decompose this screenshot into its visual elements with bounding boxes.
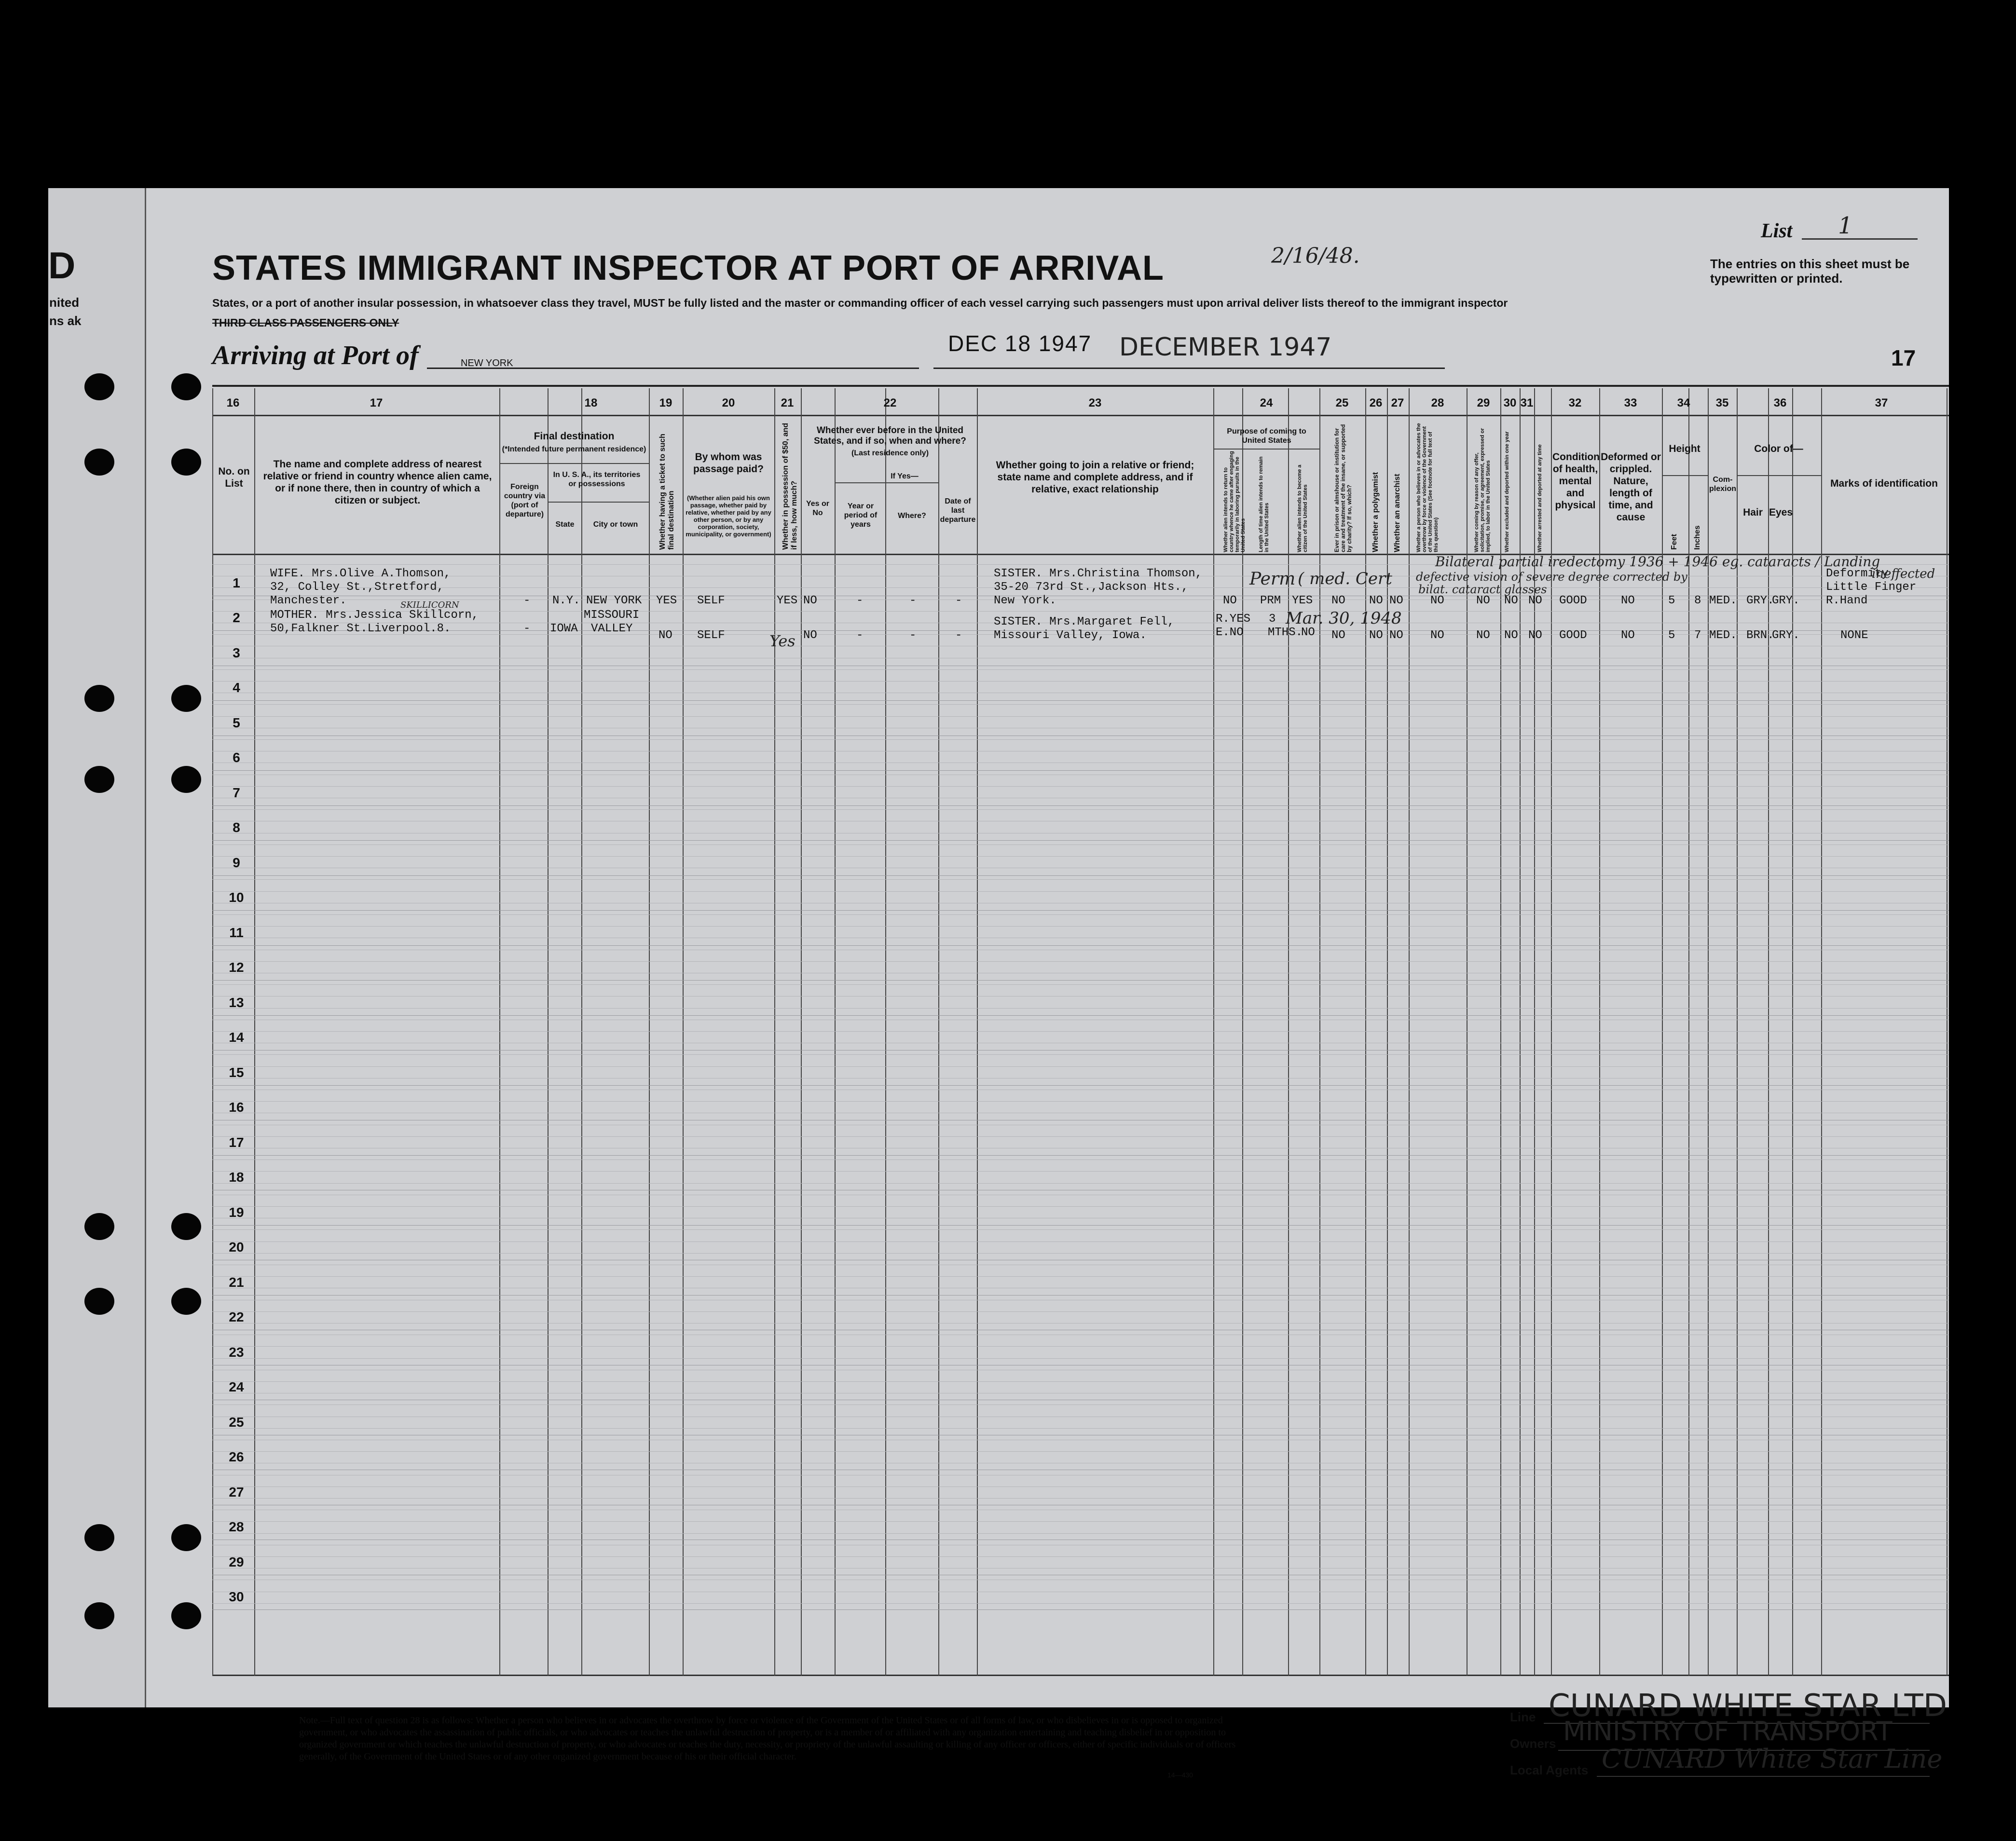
row1-q31: NO <box>1528 594 1542 607</box>
row-rule <box>212 1225 1949 1226</box>
interline <box>212 704 1949 705</box>
hdr-by-whom-note: (Whether alien paid his own passage, whether paid by relative, whether paid by any other person, or by any corporation, society, municipality, or government) <box>686 494 771 538</box>
row-number: 3 <box>233 645 240 660</box>
hdr-purpose: Purpose of coming to United States <box>1227 427 1306 445</box>
row2-city: VALLEY <box>591 622 633 635</box>
row-number: 17 <box>229 1134 244 1150</box>
row1-possession: YES <box>777 594 798 607</box>
interline <box>212 1136 1949 1137</box>
punch-hole <box>84 373 114 400</box>
row2-join-line2: Missouri Valley, Iowa. <box>994 629 1147 642</box>
row1-foreign-via: - <box>523 594 531 607</box>
owners-label: Owners <box>1510 1736 1556 1751</box>
col-num: 16 <box>226 396 240 409</box>
row1-inches: 8 <box>1694 594 1701 607</box>
row1-where: - <box>909 594 917 607</box>
col-num: 20 <box>722 396 735 409</box>
interline <box>212 1498 1949 1499</box>
row1-join-line1: SISTER. Mrs.Christina Thomson, <box>994 567 1203 580</box>
list-line <box>1802 238 1918 240</box>
interline <box>212 739 1949 740</box>
interline <box>212 984 1949 985</box>
hdr-final-destination: Final destination <box>534 431 615 442</box>
hdr-join-relative: Whether going to join a relative or friend; state name and complete address, and if relative, exact relationship <box>996 460 1194 495</box>
row1-q28: NO <box>1430 594 1444 607</box>
row-number: 29 <box>229 1554 244 1569</box>
interline <box>212 1521 1949 1522</box>
hdr-before-note: (Last residence only) <box>851 449 929 457</box>
hdr-feet: Feet <box>1670 534 1678 550</box>
punch-hole <box>171 449 201 476</box>
row-number: 15 <box>229 1064 244 1080</box>
punch-hole <box>171 685 201 712</box>
row1-q29: NO <box>1476 594 1490 607</box>
punch-hole <box>84 1288 114 1315</box>
row2-q28: NO <box>1430 629 1444 642</box>
col-num: 19 <box>659 396 672 409</box>
interline <box>212 809 1949 810</box>
punch-hole <box>84 685 114 712</box>
row-number: 24 <box>229 1379 244 1394</box>
agents-value: CUNARD White Star Line <box>1602 1744 1943 1774</box>
row1-marks-1: Deformity <box>1826 567 1889 580</box>
interline <box>212 1031 1949 1032</box>
row2-paid-by: SELF <box>697 629 725 642</box>
row-number: 26 <box>229 1449 244 1464</box>
hdr-in-usa: In U. S. A., its territories or possessions <box>553 471 641 488</box>
row1-join-line3: New York. <box>994 594 1056 607</box>
row2-prison: NO <box>1331 629 1345 642</box>
hdr-possession-50: Whether in possession of $50, and if less, how much? <box>782 423 798 550</box>
interline <box>212 1229 1949 1230</box>
hdr-final-destination-note: (*Intended future permanent residence) <box>502 445 646 453</box>
row-number: 13 <box>229 995 244 1010</box>
hdr-inches: Inches <box>1693 525 1701 550</box>
hdr-relative-address: The name and complete address of nearest relative or friend in country whence alien came, or if none there, then in country of which a citizen or subject. <box>263 459 492 506</box>
row-number: 21 <box>229 1274 244 1290</box>
hdr-where: Where? <box>898 512 926 520</box>
row2-purpose-b: 3 <box>1269 613 1276 626</box>
row1-city: NEW YORK <box>586 594 642 607</box>
hdr-date-last-departure: Date of last departure <box>940 497 976 524</box>
row-number: 11 <box>229 925 244 940</box>
col-num: 21 <box>781 396 794 409</box>
row1-state: N.Y. <box>552 594 580 607</box>
interline <box>212 926 1949 927</box>
col-num: 29 <box>1477 396 1490 409</box>
row1-hw-cert: ( med. Cert <box>1298 569 1392 588</box>
handwritten-month: DECEMBER 1947 <box>1119 333 1332 362</box>
interline <box>212 1101 1949 1102</box>
list-label: List <box>1761 220 1793 242</box>
interline <box>212 1533 1949 1534</box>
row2-purpose-a: R.YES <box>1216 613 1251 626</box>
row2-years: - <box>856 629 864 642</box>
row2-purpose-c: NO <box>1301 626 1315 639</box>
row2-departure: - <box>955 629 962 642</box>
row1-hw-medical-2: defective vision of severe degree corrected by <box>1416 570 1687 584</box>
handwritten-date: 2/16/48. <box>1271 244 1360 268</box>
row2-feet: 5 <box>1668 629 1675 642</box>
punch-hole <box>84 1213 114 1240</box>
owners-value: MINISTRY OF TRANSPORT <box>1563 1716 1893 1746</box>
hdr-prison: Ever in prison or almshouse or institution for care and treatment of the insane, or supported by charity? If so, which? <box>1333 424 1353 552</box>
col-num: 26 <box>1369 396 1383 409</box>
punch-hole <box>171 1524 201 1551</box>
row1-relative-line2: 32, Colley St.,Stretford, <box>270 581 444 594</box>
interline <box>212 891 1949 892</box>
hdr-eyes: Eyes <box>1769 507 1793 518</box>
row2-hw-date: Mar. 30, 1948 <box>1286 609 1402 628</box>
row1-hair: GRY. <box>1746 594 1774 607</box>
interline <box>212 1451 1949 1452</box>
hdr-hair: Hair <box>1743 507 1763 518</box>
row-number: 8 <box>233 820 240 835</box>
row2-q30: NO <box>1504 629 1518 642</box>
interline <box>212 1556 1949 1557</box>
row-number: 12 <box>229 960 244 975</box>
row2-city-top: MISSOURI <box>584 609 640 622</box>
interline <box>212 1486 1949 1487</box>
hdr-complexion: Com- plexion <box>1709 476 1736 493</box>
row2-before: NO <box>803 629 817 642</box>
hdr-purpose-a: Whether alien intends to return to country whence he came after engaging temporarily in laboring pursuits in the United States <box>1223 451 1246 552</box>
hdr-no-on-list: No. on List <box>218 466 250 489</box>
page-number: 17 <box>1891 345 1916 370</box>
interline <box>212 681 1949 682</box>
row1-before: NO <box>803 594 817 607</box>
interline <box>212 1276 1949 1277</box>
row-number: 19 <box>229 1204 244 1220</box>
row2-relative-line2: 50,Falkner St.Liverpool.8. <box>270 622 451 635</box>
punch-hole <box>171 1213 201 1240</box>
interline <box>212 879 1949 880</box>
hdr-if-yes: If Yes— <box>891 472 919 480</box>
line-label: Line <box>1510 1710 1536 1724</box>
hdr-deformed: Deformed or crippled. Nature, length of time, and cause <box>1601 451 1661 523</box>
row2-q29: NO <box>1476 629 1490 642</box>
row-rule <box>212 840 1949 841</box>
hdr-year-period: Year or period of years <box>844 502 878 529</box>
col-num: 27 <box>1391 396 1404 409</box>
interline <box>212 1054 1949 1055</box>
punch-hole <box>84 1602 114 1629</box>
row1-join-line2: 35-20 73rd St.,Jackson Hts., <box>994 581 1189 594</box>
row-number: 22 <box>229 1309 244 1324</box>
row-number: 27 <box>229 1484 244 1500</box>
punch-hole <box>171 1602 201 1629</box>
hdr-foreign-country: Foreign country via (port of departure) <box>504 483 546 518</box>
col-num: 33 <box>1624 396 1637 409</box>
row2-purpose-a2: E.NO <box>1216 626 1244 639</box>
row2-state: IOWA <box>550 622 578 635</box>
row1-purpose-c: YES <box>1292 594 1313 607</box>
row-number: 30 <box>229 1589 244 1604</box>
interline <box>212 1183 1949 1184</box>
row1-condition: GOOD <box>1559 594 1587 607</box>
punch-hole <box>84 1524 114 1551</box>
row1-marks-2: Little Finger <box>1826 581 1917 594</box>
interline <box>212 1066 1949 1067</box>
punch-hole <box>171 1288 201 1315</box>
row-number: 5 <box>233 715 240 730</box>
hdr-height: Height <box>1669 443 1701 454</box>
row2-possession: Yes <box>769 632 795 650</box>
entries-note: The entries on this sheet must be typewritten or printed. <box>1710 257 1910 286</box>
interline <box>212 1241 1949 1242</box>
hdr-q31: Whether arrested and deported at any time <box>1537 444 1543 552</box>
col-num: 36 <box>1773 396 1787 409</box>
row1-hw-medical-3: bilat. cataract glasses <box>1418 583 1547 596</box>
row-number: 4 <box>233 680 240 695</box>
col-num: 25 <box>1335 396 1349 409</box>
col-num: 31 <box>1520 396 1534 409</box>
row1-relative-line3: Manchester. <box>270 594 347 607</box>
row-rule <box>212 700 1949 701</box>
row1-deformed: NO <box>1621 594 1635 607</box>
col-num: 24 <box>1260 396 1273 409</box>
stub-letters: D <box>48 244 76 286</box>
footer-note: Note.—Full text of question 28 is as follows: Whether a person who believes in or advocates the overthrow by force or violence of the Government of the United States or of all forms of law, or who disbelieves in or is opposed to organized government, or who advocates the assassination of public officials, or who advocates or teaches the unlawful destruction of property, or is a member of or affiliated with any organization entertaining and teaching disbelief in or opposition to organized government or which teaches the unlawful destruction of property, or who advocates or teaches the duty, necessity, or propriety of the unlawful assaulting or killing of any officer or officers, either of specific individuals or of officers generally, of the Government of the United States or of any other organized government because of his or their official character. <box>299 1715 1236 1762</box>
row1-marks-3: R.Hand <box>1826 594 1868 607</box>
row-rule <box>212 910 1949 911</box>
row1-polygamist: NO <box>1369 594 1383 607</box>
row-rule <box>212 1085 1949 1086</box>
row1-paid-by: SELF <box>697 594 725 607</box>
col-num: 34 <box>1677 396 1690 409</box>
hdr-polygamist: Whether a polygamist <box>1371 472 1380 552</box>
row-number: 16 <box>229 1100 244 1115</box>
hdr-marks: Marks of identification <box>1830 478 1938 489</box>
row-number: 7 <box>233 785 240 800</box>
col-num: 18 <box>584 396 598 409</box>
punch-hole <box>84 449 114 476</box>
row-rule <box>212 770 1949 771</box>
hdr-yes-no: Yes or No <box>806 500 830 517</box>
interline <box>212 961 1949 962</box>
row2-foreign-via: - <box>523 622 531 635</box>
arriving-label: Arriving at Port of <box>212 341 419 370</box>
port-value: NEW YORK <box>461 358 513 368</box>
row2-polygamist: NO <box>1369 629 1383 642</box>
row-rule <box>212 805 1949 806</box>
hdr-anarchist: Whether an anarchist <box>1393 474 1401 552</box>
row1-hw-medical: Bilateral partial iredectomy 1936 + 1946 eg. cataracts / Landing <box>1435 554 1880 570</box>
interline <box>212 1253 1949 1254</box>
row2-q31: NO <box>1528 629 1542 642</box>
page-subtitle: States, or a port of another insular possession, in whatsoever class they travel, MUST be fully listed and the master or commanding officer of each vessel carrying such passengers must upon arrival deliver lists thereof to the immigrant inspector <box>212 297 1508 309</box>
row2-join-line1: SISTER. Mrs.Margaret Fell, <box>994 615 1175 628</box>
col-num: 23 <box>1088 396 1102 409</box>
header-rule <box>212 385 1949 387</box>
form-code: 14—430 <box>1167 1771 1193 1779</box>
row-rule <box>212 980 1949 981</box>
hdr-color-of: Color of— <box>1754 443 1803 454</box>
row2-anarchist: NO <box>1389 629 1403 642</box>
row2-relative-line1: MOTHER. Mrs.Jessica Skillcorn, <box>270 609 479 622</box>
interline <box>212 1008 1949 1009</box>
interline <box>212 1346 1949 1347</box>
row1-purpose-b: PRM <box>1260 594 1281 607</box>
interline <box>212 1159 1949 1160</box>
row-number: 28 <box>229 1519 244 1534</box>
stub-text-2: ns ak <box>49 314 82 328</box>
row2-purpose-b2: MTHS. <box>1268 626 1303 639</box>
col-num: 37 <box>1875 396 1888 409</box>
punch-hole <box>171 373 201 400</box>
hdr-state: State <box>555 520 575 529</box>
row1-prison: NO <box>1331 594 1345 607</box>
row-rule <box>212 1015 1949 1016</box>
row1-anarchist: NO <box>1389 594 1403 607</box>
interline <box>212 716 1949 717</box>
row-number: 9 <box>233 855 240 870</box>
agents-label: Local Agents <box>1510 1763 1589 1777</box>
hdr-before-in-us: Whether ever before in the United States, and if so, when and where? <box>814 425 966 446</box>
hdr-condition: Condition of health, mental and physical <box>1552 451 1600 511</box>
row2-ticket: NO <box>658 629 672 642</box>
interline <box>212 786 1949 787</box>
interline <box>212 1206 1949 1207</box>
hdr-city: City or town <box>593 520 638 529</box>
class-struck: THIRD CLASS PASSENGERS ONLY <box>212 316 399 329</box>
row1-years: - <box>856 594 864 607</box>
row2-relative-correction: SKILLICORN <box>400 600 459 610</box>
row2-complexion: MED. <box>1709 629 1737 642</box>
row1-q30: NO <box>1504 594 1518 607</box>
stub-text-1: nited <box>49 295 80 310</box>
interline <box>212 914 1949 915</box>
row-number: 2 <box>233 610 240 625</box>
row1-departure: - <box>955 594 962 607</box>
row-rule <box>212 1609 1949 1610</box>
col-num: 35 <box>1715 396 1729 409</box>
interline <box>212 1428 1949 1429</box>
row-rule <box>212 875 1949 876</box>
row1-hw-purpose: Perm <box>1249 569 1296 589</box>
row-number: 1 <box>233 575 240 590</box>
row1-purpose-a: NO <box>1223 594 1237 607</box>
row-rule <box>212 945 1949 946</box>
row1-feet: 5 <box>1668 594 1675 607</box>
row1-hw-sig: ineffected <box>1872 567 1935 581</box>
row1-relative-line1: WIFE. Mrs.Olive A.Thomson, <box>270 567 451 580</box>
row2-inches: 7 <box>1694 629 1701 642</box>
date-line <box>933 368 1445 369</box>
list-value: 1 <box>1838 212 1853 239</box>
row-number: 20 <box>229 1240 244 1255</box>
interline <box>212 1603 1949 1604</box>
interline <box>212 1358 1949 1359</box>
page-title: STATES IMMIGRANT INSPECTOR AT PORT OF ARRIVAL <box>212 249 1164 287</box>
col-num: 32 <box>1568 396 1582 409</box>
row1-complexion: MED. <box>1709 594 1737 607</box>
hdr-q29: Whether coming by reason of any offer, solicitation, promise, or agreement, expressed or implied, to labor in the United States <box>1474 428 1491 552</box>
row-number: 25 <box>229 1414 244 1430</box>
row1-eyes: GRY. <box>1772 594 1800 607</box>
row2-where: - <box>909 629 917 642</box>
row-rule <box>212 1155 1949 1156</box>
punch-hole <box>84 766 114 793</box>
hdr-purpose-b: Length of time alien intends to remain in the United States <box>1258 456 1270 552</box>
row2-deformed: NO <box>1621 629 1635 642</box>
hdr-q30: Whether excluded and deported within one year <box>1504 431 1510 552</box>
hdr-ticket: Whether having a ticket to such final destination <box>658 434 675 550</box>
row-number: 14 <box>229 1030 244 1045</box>
row-number: 18 <box>229 1170 244 1185</box>
hdr-q28: Whether a person who believes in or advocates the overthrow by force or violence of the Government of the United States (See footnote for full text of this question) <box>1416 423 1439 552</box>
interline <box>212 1381 1949 1382</box>
col-num: 30 <box>1503 396 1517 409</box>
row2-hair: BRN. <box>1746 629 1774 642</box>
interline <box>212 856 1949 857</box>
row-rule <box>212 1295 1949 1296</box>
punch-hole <box>171 766 201 793</box>
row2-eyes: GRY. <box>1772 629 1800 642</box>
date-stamp: DEC 18 1947 <box>948 331 1092 356</box>
interline <box>212 669 1949 670</box>
hdr-purpose-c: Whether alien intends to become a citizen of the United States <box>1297 464 1308 552</box>
row1-ticket: YES <box>656 594 677 607</box>
row-number: 23 <box>229 1344 244 1360</box>
hdr-by-whom: By whom was passage paid? <box>693 451 764 475</box>
col-num: 17 <box>370 396 383 409</box>
col-num: 28 <box>1431 396 1444 409</box>
col-num: 22 <box>883 396 897 409</box>
row-number: 10 <box>229 890 244 905</box>
row-number: 6 <box>233 750 240 765</box>
interline <box>212 1311 1949 1312</box>
left-stub <box>48 188 146 1707</box>
row2-condition: GOOD <box>1559 629 1587 642</box>
interline <box>212 1171 1949 1172</box>
line-value: CUNARD WHITE STAR LTD <box>1549 1688 1947 1724</box>
row2-marks: NONE <box>1840 629 1868 642</box>
